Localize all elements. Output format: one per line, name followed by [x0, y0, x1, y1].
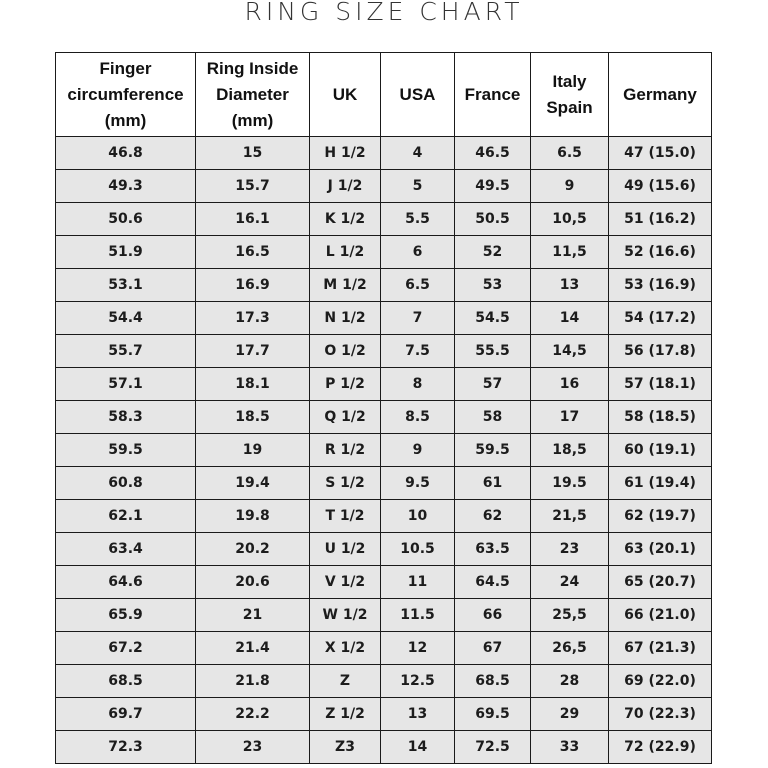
cell-usa: 9.5 [381, 467, 455, 500]
cell-germany: 67 (21.3) [609, 632, 712, 665]
cell-uk: O 1/2 [310, 335, 381, 368]
cell-usa: 12.5 [381, 665, 455, 698]
cell-ring-inside-diameter: 21.8 [196, 665, 310, 698]
header-ring-inside-diameter: Ring Inside Diameter (mm) [196, 53, 310, 137]
table-row [56, 335, 712, 368]
cell-germany: 63 (20.1) [609, 533, 712, 566]
cell-uk: N 1/2 [310, 302, 381, 335]
cell-finger-circumference: 50.6 [56, 203, 196, 236]
table-row [56, 500, 712, 533]
cell-france: 49.5 [455, 170, 531, 203]
cell-finger-circumference: 54.4 [56, 302, 196, 335]
cell-germany: 66 (21.0) [609, 599, 712, 632]
cell-usa: 11.5 [381, 599, 455, 632]
cell-finger-circumference: 51.9 [56, 236, 196, 269]
cell-ring-inside-diameter: 21 [196, 599, 310, 632]
cell-finger-circumference: 57.1 [56, 368, 196, 401]
cell-italy-spain: 11,5 [531, 236, 609, 269]
cell-germany: 60 (19.1) [609, 434, 712, 467]
header-usa: USA [381, 53, 455, 137]
cell-finger-circumference: 68.5 [56, 665, 196, 698]
cell-france: 68.5 [455, 665, 531, 698]
cell-ring-inside-diameter: 16.9 [196, 269, 310, 302]
cell-usa: 8 [381, 368, 455, 401]
cell-finger-circumference: 55.7 [56, 335, 196, 368]
cell-italy-spain: 14,5 [531, 335, 609, 368]
cell-ring-inside-diameter: 16.5 [196, 236, 310, 269]
cell-usa: 13 [381, 698, 455, 731]
cell-france: 53 [455, 269, 531, 302]
table-row [56, 533, 712, 566]
cell-finger-circumference: 64.6 [56, 566, 196, 599]
cell-usa: 8.5 [381, 401, 455, 434]
cell-uk: Z [310, 665, 381, 698]
cell-germany: 70 (22.3) [609, 698, 712, 731]
cell-finger-circumference: 62.1 [56, 500, 196, 533]
cell-ring-inside-diameter: 15 [196, 137, 310, 170]
cell-germany: 62 (19.7) [609, 500, 712, 533]
cell-ring-inside-diameter: 20.6 [196, 566, 310, 599]
table-row [56, 302, 712, 335]
cell-france: 61 [455, 467, 531, 500]
cell-ring-inside-diameter: 17.3 [196, 302, 310, 335]
cell-italy-spain: 23 [531, 533, 609, 566]
cell-italy-spain: 10,5 [531, 203, 609, 236]
table-row [56, 401, 712, 434]
cell-germany: 47 (15.0) [609, 137, 712, 170]
cell-usa: 11 [381, 566, 455, 599]
cell-finger-circumference: 59.5 [56, 434, 196, 467]
header-row [56, 53, 712, 137]
cell-ring-inside-diameter: 22.2 [196, 698, 310, 731]
cell-italy-spain: 25,5 [531, 599, 609, 632]
cell-italy-spain: 9 [531, 170, 609, 203]
cell-usa: 6.5 [381, 269, 455, 302]
header-germany: Germany [609, 53, 712, 137]
cell-italy-spain: 17 [531, 401, 609, 434]
cell-uk: W 1/2 [310, 599, 381, 632]
cell-italy-spain: 18,5 [531, 434, 609, 467]
cell-germany: 54 (17.2) [609, 302, 712, 335]
cell-ring-inside-diameter: 17.7 [196, 335, 310, 368]
cell-usa: 6 [381, 236, 455, 269]
cell-usa: 10.5 [381, 533, 455, 566]
cell-usa: 9 [381, 434, 455, 467]
cell-italy-spain: 24 [531, 566, 609, 599]
table-row [56, 137, 712, 170]
cell-italy-spain: 33 [531, 731, 609, 764]
cell-ring-inside-diameter: 20.2 [196, 533, 310, 566]
cell-france: 67 [455, 632, 531, 665]
cell-france: 66 [455, 599, 531, 632]
cell-uk: Z3 [310, 731, 381, 764]
cell-ring-inside-diameter: 18.1 [196, 368, 310, 401]
cell-france: 46.5 [455, 137, 531, 170]
cell-usa: 4 [381, 137, 455, 170]
cell-france: 54.5 [455, 302, 531, 335]
cell-uk: T 1/2 [310, 500, 381, 533]
cell-ring-inside-diameter: 18.5 [196, 401, 310, 434]
cell-italy-spain: 13 [531, 269, 609, 302]
cell-italy-spain: 26,5 [531, 632, 609, 665]
cell-france: 58 [455, 401, 531, 434]
cell-france: 52 [455, 236, 531, 269]
cell-uk: S 1/2 [310, 467, 381, 500]
cell-ring-inside-diameter: 19.4 [196, 467, 310, 500]
ring-size-table [55, 52, 712, 764]
table-row [56, 203, 712, 236]
cell-italy-spain: 6.5 [531, 137, 609, 170]
cell-uk: X 1/2 [310, 632, 381, 665]
cell-italy-spain: 19.5 [531, 467, 609, 500]
cell-finger-circumference: 63.4 [56, 533, 196, 566]
cell-uk: L 1/2 [310, 236, 381, 269]
cell-france: 50.5 [455, 203, 531, 236]
cell-italy-spain: 29 [531, 698, 609, 731]
cell-germany: 69 (22.0) [609, 665, 712, 698]
cell-germany: 61 (19.4) [609, 467, 712, 500]
cell-italy-spain: 28 [531, 665, 609, 698]
table-body [56, 137, 712, 764]
cell-finger-circumference: 72.3 [56, 731, 196, 764]
table-row [56, 731, 712, 764]
table-row [56, 269, 712, 302]
header-france: France [455, 53, 531, 137]
cell-germany: 53 (16.9) [609, 269, 712, 302]
table-row [56, 434, 712, 467]
cell-france: 63.5 [455, 533, 531, 566]
cell-usa: 12 [381, 632, 455, 665]
cell-germany: 65 (20.7) [609, 566, 712, 599]
cell-finger-circumference: 53.1 [56, 269, 196, 302]
cell-uk: P 1/2 [310, 368, 381, 401]
cell-ring-inside-diameter: 19.8 [196, 500, 310, 533]
cell-germany: 56 (17.8) [609, 335, 712, 368]
cell-france: 64.5 [455, 566, 531, 599]
cell-uk: J 1/2 [310, 170, 381, 203]
cell-ring-inside-diameter: 19 [196, 434, 310, 467]
cell-germany: 49 (15.6) [609, 170, 712, 203]
cell-france: 57 [455, 368, 531, 401]
table-row [56, 566, 712, 599]
cell-ring-inside-diameter: 23 [196, 731, 310, 764]
cell-uk: M 1/2 [310, 269, 381, 302]
cell-finger-circumference: 67.2 [56, 632, 196, 665]
cell-france: 72.5 [455, 731, 531, 764]
cell-italy-spain: 16 [531, 368, 609, 401]
cell-uk: V 1/2 [310, 566, 381, 599]
cell-usa: 5 [381, 170, 455, 203]
cell-germany: 58 (18.5) [609, 401, 712, 434]
cell-uk: R 1/2 [310, 434, 381, 467]
table-row [56, 170, 712, 203]
cell-usa: 14 [381, 731, 455, 764]
cell-usa: 7.5 [381, 335, 455, 368]
cell-finger-circumference: 60.8 [56, 467, 196, 500]
cell-usa: 10 [381, 500, 455, 533]
cell-uk: H 1/2 [310, 137, 381, 170]
header-italy-spain: Italy Spain [531, 53, 609, 137]
table-row [56, 632, 712, 665]
cell-finger-circumference: 58.3 [56, 401, 196, 434]
cell-france: 69.5 [455, 698, 531, 731]
header-finger-circumference: Finger circumference (mm) [56, 53, 196, 137]
cell-italy-spain: 21,5 [531, 500, 609, 533]
header-uk: UK [310, 53, 381, 137]
cell-usa: 5.5 [381, 203, 455, 236]
cell-france: 62 [455, 500, 531, 533]
cell-ring-inside-diameter: 16.1 [196, 203, 310, 236]
cell-france: 59.5 [455, 434, 531, 467]
cell-uk: U 1/2 [310, 533, 381, 566]
cell-italy-spain: 14 [531, 302, 609, 335]
cell-finger-circumference: 69.7 [56, 698, 196, 731]
cell-germany: 72 (22.9) [609, 731, 712, 764]
table-row [56, 368, 712, 401]
cell-germany: 57 (18.1) [609, 368, 712, 401]
cell-ring-inside-diameter: 21.4 [196, 632, 310, 665]
table-row [56, 665, 712, 698]
table-row [56, 467, 712, 500]
cell-uk: K 1/2 [310, 203, 381, 236]
cell-germany: 51 (16.2) [609, 203, 712, 236]
table-row [56, 698, 712, 731]
chart-title: RING SIZE CHART [244, 0, 524, 26]
cell-finger-circumference: 65.9 [56, 599, 196, 632]
cell-finger-circumference: 46.8 [56, 137, 196, 170]
table-row [56, 236, 712, 269]
cell-germany: 52 (16.6) [609, 236, 712, 269]
cell-ring-inside-diameter: 15.7 [196, 170, 310, 203]
cell-uk: Q 1/2 [310, 401, 381, 434]
cell-usa: 7 [381, 302, 455, 335]
table-row [56, 599, 712, 632]
cell-uk: Z 1/2 [310, 698, 381, 731]
cell-finger-circumference: 49.3 [56, 170, 196, 203]
cell-france: 55.5 [455, 335, 531, 368]
